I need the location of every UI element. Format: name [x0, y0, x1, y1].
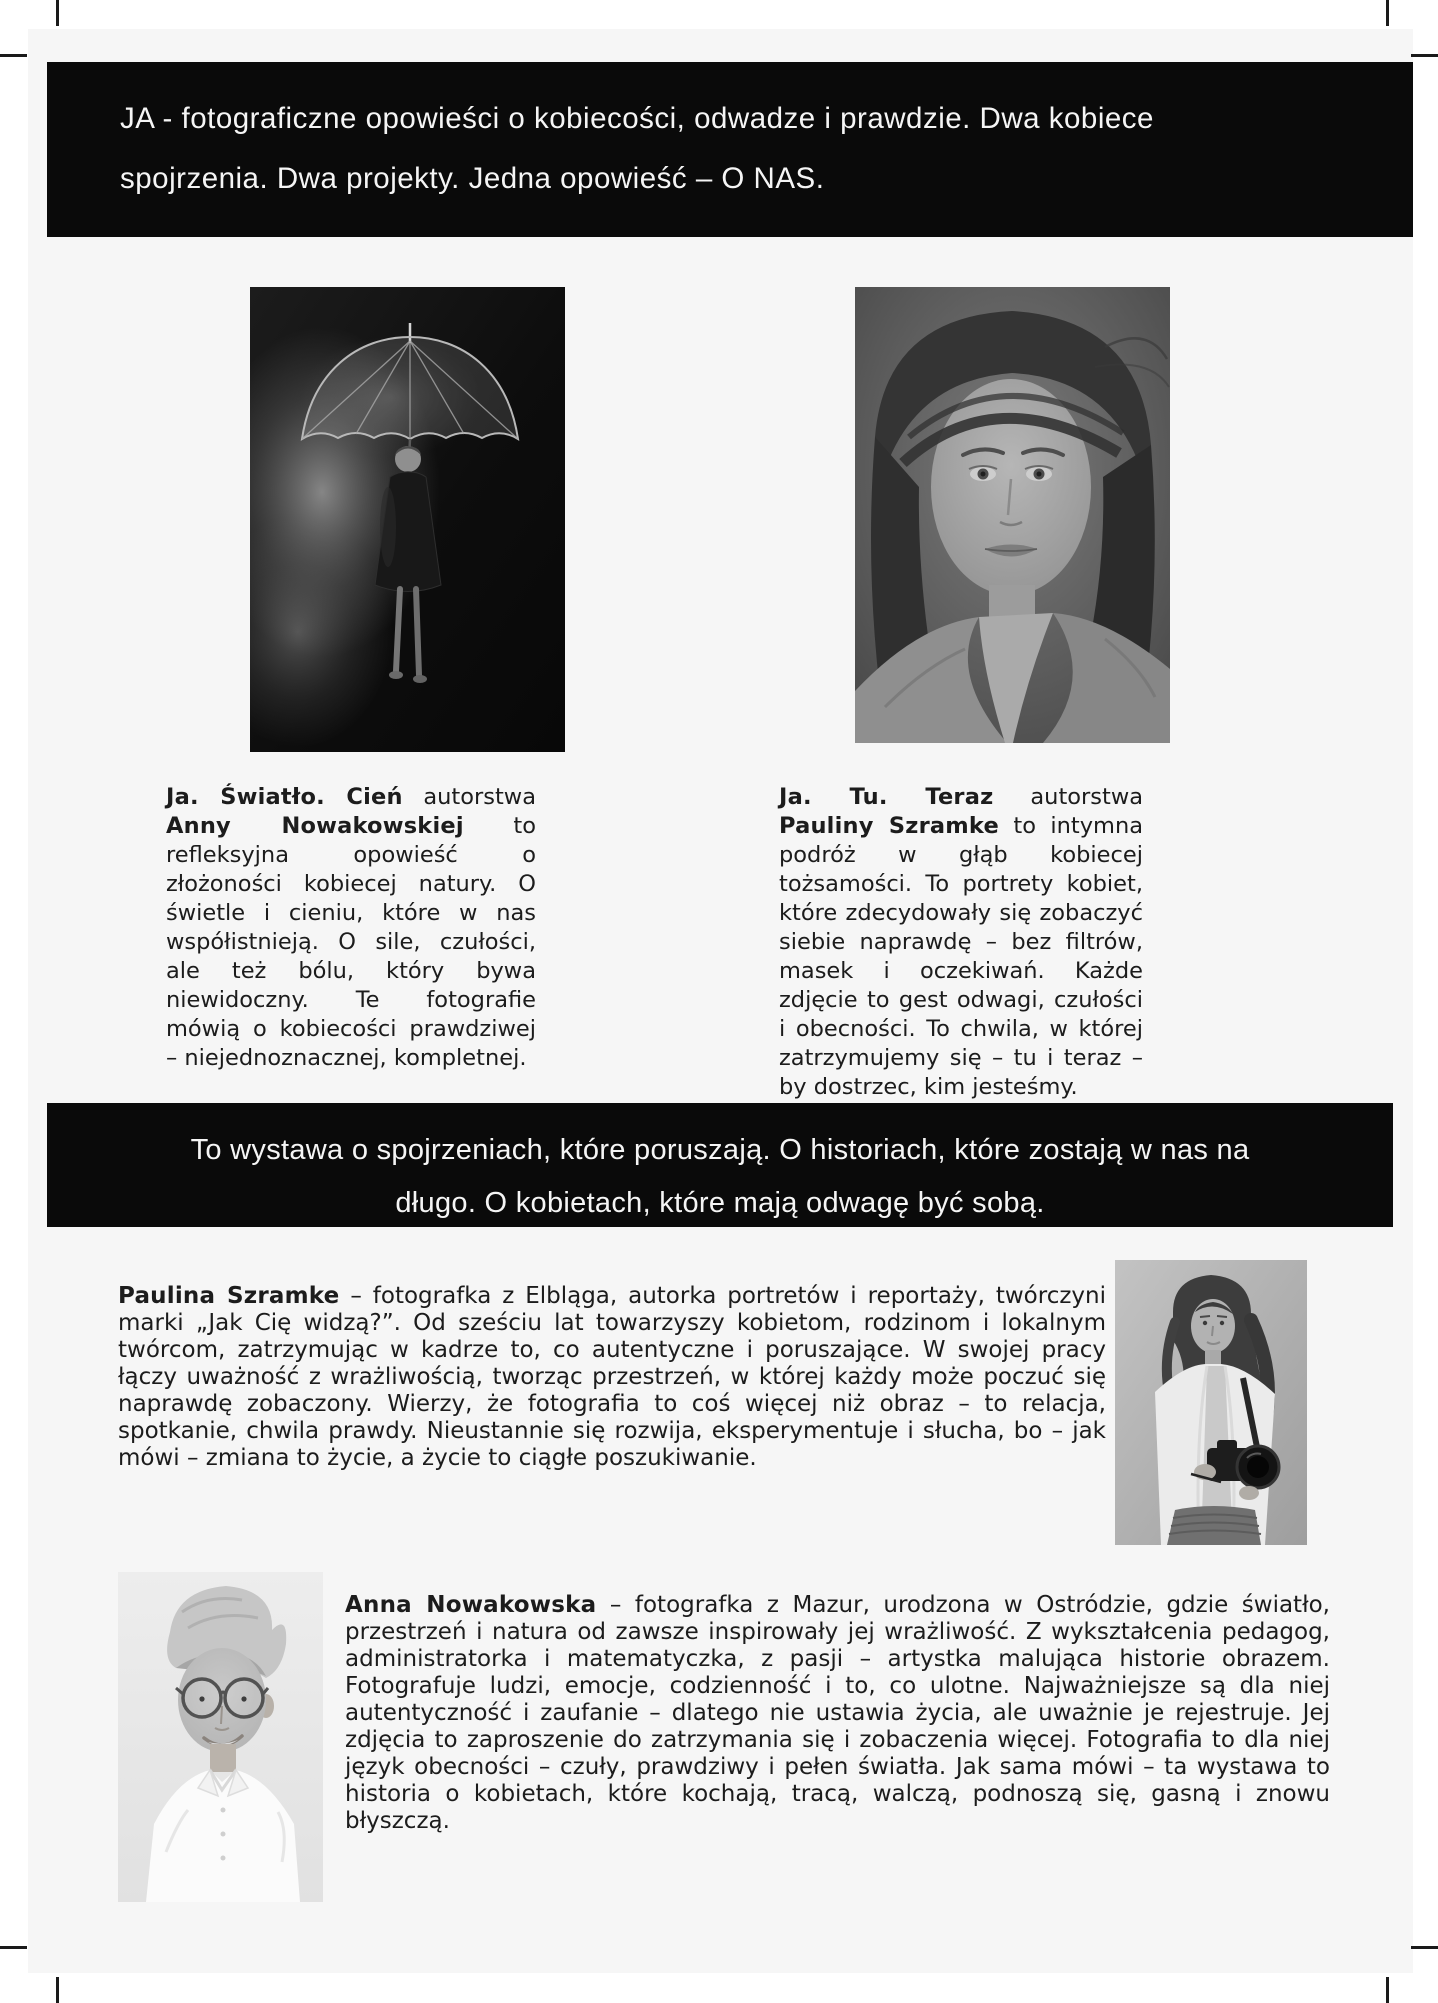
project-right-description [779, 783, 1143, 1102]
portrait-photo [855, 287, 1170, 743]
middle-banner [47, 1103, 1393, 1227]
bio-paulina-name: Paulina Szramke [118, 1283, 340, 1309]
paulina-photo [1115, 1260, 1307, 1545]
bio-paulina-body: – fotografka z Elbląga, autorka portretów i reportaży, twórczyni marki „Jak Cię widzą?”. Od sześciu lat towarzyszy kobietom, rodzinom i lokalnym twórcom, zatrzymując w kadrze to, co autentyczne i poruszające. W swojej pracy łączy uważność z wrażliwością, tworząc przestrzeń, w której każdy może poczuć się naprawdę zobaczony. Wierzy, że fotografia to coś więcej niż obraz – to relacja, spotkanie, chwila prawdy. Nieustannie się rozwija, eksperymentuje i słucha, bo – jak mówi – zmiana to życie, a życie to ciągłe poszukiwanie. [118, 1283, 1106, 1471]
umbrella-photo [250, 287, 565, 752]
crop-mark-icon [1386, 0, 1389, 26]
project-right-title: Ja. Tu. Teraz [779, 784, 994, 810]
middle-banner-text: To wystawa o spojrzeniach, które poruszają. O historiach, które zostają w nas na długo. O kobietach, które mają odwagę być sobą. [190, 1134, 1250, 1219]
top-banner [47, 62, 1413, 237]
crop-mark-icon [1411, 54, 1438, 57]
top-banner-text: JA - fotograficzne opowieści o kobiecości, odwadze i prawdzie. Dwa kobiece spojrzenia. Dwa projekty. Jedna opowieść – O NAS. [120, 102, 1154, 195]
crop-mark-icon [56, 0, 59, 26]
bio-anna-name: Anna Nowakowska [345, 1592, 597, 1618]
bio-paulina [118, 1283, 1106, 1472]
crop-mark-icon [0, 54, 27, 57]
anna-photo [118, 1572, 323, 1902]
project-right-body: to intymna podróż w głąb kobiecej tożsamości. To portrety kobiet, które zdecydowały się zobaczyć siebie naprawdę – bez filtrów, masek i oczekiwań. Każde zdjęcie to gest odwagi, czułości i obecności. To chwila, w której zatrzymujemy się – tu i teraz – by dostrzec, kim jesteśmy. [779, 813, 1143, 1100]
project-left-title: Ja. Światło. Cień [166, 784, 403, 810]
crop-mark-icon [0, 1946, 27, 1949]
crop-mark-icon [1411, 1946, 1438, 1949]
crop-mark-icon [1386, 1977, 1389, 2003]
project-right-connector: autorstwa [1030, 784, 1144, 810]
project-right-author: Pauliny Szramke [779, 813, 999, 839]
project-left-description [166, 783, 536, 1073]
crop-mark-icon [56, 1977, 59, 2003]
bio-anna [345, 1592, 1330, 1835]
project-left-connector: autorstwa [423, 784, 536, 810]
project-left-body: to refleksyjna opowieść o złożoności kobiecej natury. O świetle i cieniu, które w nas współistnieją. O sile, czułości, ale też bólu, który bywa niewidoczny. Te fotografie mówią o kobiecości prawdziwej – niejednoznacznej, kompletnej. [166, 813, 536, 1071]
bio-anna-body: – fotografka z Mazur, urodzona w Ostródzie, gdzie światło, przestrzeń i natura od zawsze inspirowały jej wrażliwość. Z wykształcenia pedagog, administratorka i matematyczka, z pasji – artystka malująca historie obrazem. Fotografuje ludzi, emocje, codzienność i to, co ulotne. Najważniejsze są dla niej autentyczność i zaufanie – dlatego nie ustawia życia, ale uważnie je rejestruje. Jej zdjęcia to zaproszenie do zatrzymania się i zobaczenia więcej. Fotografia to dla niej język obecności – czuły, prawdziwy i pełen światła. Jak sama mówi – ta wystawa to historia o kobietach, które kochają, tracą, walczą, podnoszą się, gasną i znowu błyszczą. [345, 1592, 1330, 1834]
project-left-author: Anny Nowakowskiej [166, 813, 464, 839]
